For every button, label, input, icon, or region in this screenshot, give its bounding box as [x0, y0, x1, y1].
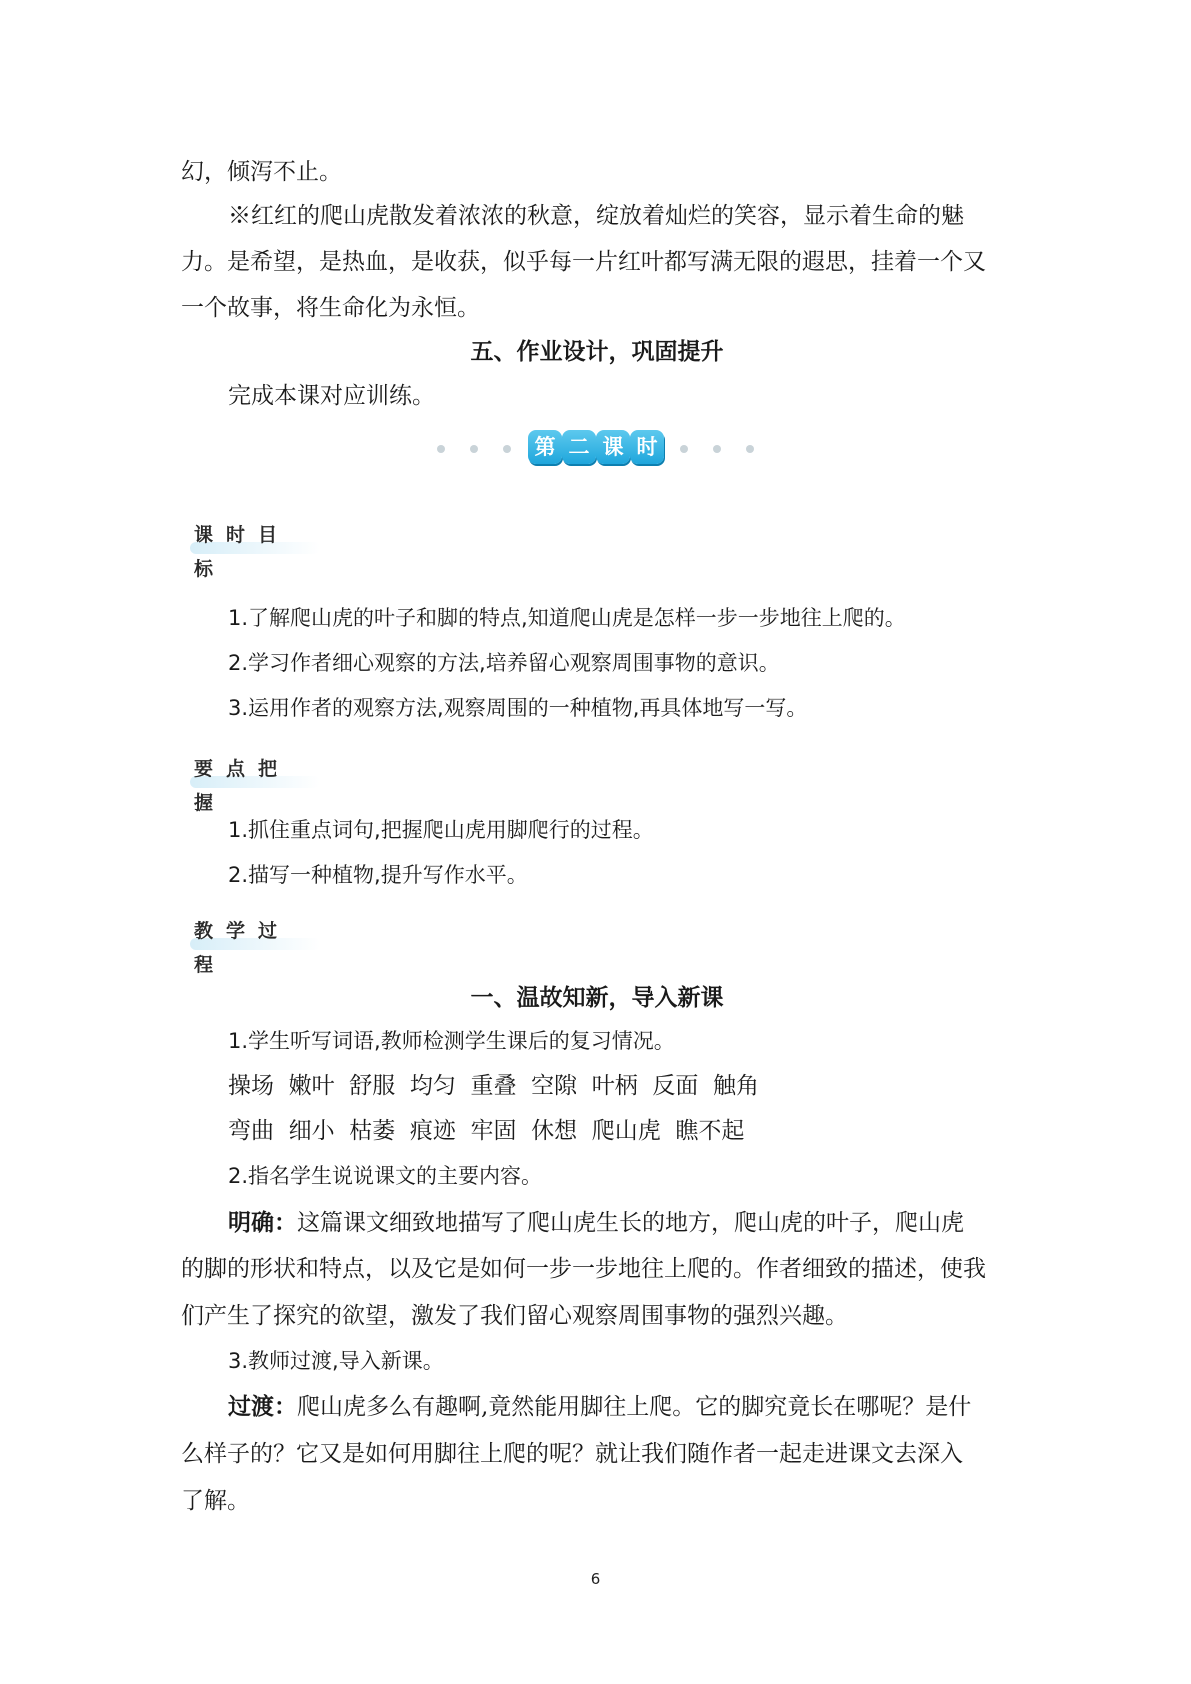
paragraph-line: ※红红的爬山虎散发着浓浓的秋意，绽放着灿烂的笑容，显示着生命的魅: [228, 203, 964, 229]
clarify-label: 明确：: [228, 1209, 297, 1236]
key-point-item: 1.抓住重点词句,把握爬山虎用脚爬行的过程。: [228, 818, 654, 842]
badge-char: 二: [562, 430, 596, 464]
section-heading: 一、温故知新，导入新课: [470, 984, 724, 1011]
clarify-line: [228, 1207, 1060, 1239]
dot-icon: [746, 445, 754, 453]
badge-char: 课: [596, 430, 630, 464]
badge-char: 第: [528, 430, 562, 464]
badge-char: 时: [630, 430, 664, 464]
transition-label: 过渡：: [228, 1393, 297, 1420]
dot-icon: [713, 445, 721, 453]
paragraph-line: 么样子的？它又是如何用脚往上爬的呢？就让我们随作者一起走进课文去深入: [181, 1441, 963, 1467]
dot-icon: [437, 445, 445, 453]
paragraph-line: 们产生了探究的欲望，激发了我们留心观察周围事物的强烈兴趣。: [181, 1303, 848, 1329]
section-label-objectives: 课时目标: [190, 518, 320, 558]
word-list: 操场 嫩叶 舒服 均匀 重叠 空隙 叶柄 反面 触角: [228, 1073, 759, 1099]
step-item: 2.指名学生说说课文的主要内容。: [228, 1164, 543, 1188]
paragraph-line: 力。是希望，是热血，是收获，似乎每一片红叶都写满无限的遐思，挂着一个又: [181, 249, 986, 275]
period-badge: [433, 428, 758, 468]
dot-icon: [470, 445, 478, 453]
paragraph-line: 一个故事，将生命化为永恒。: [181, 295, 480, 321]
step-item: 3.教师过渡,导入新课。: [228, 1349, 444, 1373]
objective-item: 2.学习作者细心观察的方法,培养留心观察周围事物的意识。: [228, 651, 780, 675]
transition-text: 爬山虎多么有趣啊,竟然能用脚往上爬。它的脚究竟长在哪呢？是什: [297, 1394, 972, 1420]
paragraph-line: 完成本课对应训练。: [228, 383, 435, 409]
page-number: 6: [590, 1570, 601, 1588]
step-item: 1.学生听写词语,教师检测学生课后的复习情况。: [228, 1029, 675, 1053]
transition-line: [228, 1391, 1060, 1423]
section-label-process: 教学过程: [190, 914, 320, 954]
key-point-item: 2.描写一种植物,提升写作水平。: [228, 863, 528, 887]
dot-icon: [503, 445, 511, 453]
dot-icon: [680, 445, 688, 453]
section-label-key-points: 要点把握: [190, 752, 320, 792]
paragraph-line: 幻，倾泻不止。: [181, 159, 342, 185]
clarify-text: 这篇课文细致地描写了爬山虎生长的地方，爬山虎的叶子，爬山虎: [297, 1210, 964, 1236]
objective-item: 1.了解爬山虎的叶子和脚的特点,知道爬山虎是怎样一步一步地往上爬的。: [228, 606, 906, 630]
objective-item: 3.运用作者的观察方法,观察周围的一种植物,再具体地写一写。: [228, 696, 808, 720]
paragraph-line: 的脚的形状和特点，以及它是如何一步一步地往上爬的。作者细致的描述，使我: [181, 1256, 986, 1282]
paragraph-line: 了解。: [181, 1488, 250, 1514]
word-list: 弯曲 细小 枯萎 痕迹 牢固 休想 爬山虎 瞧不起: [228, 1118, 745, 1144]
section-heading: 五、作业设计，巩固提升: [470, 338, 724, 365]
